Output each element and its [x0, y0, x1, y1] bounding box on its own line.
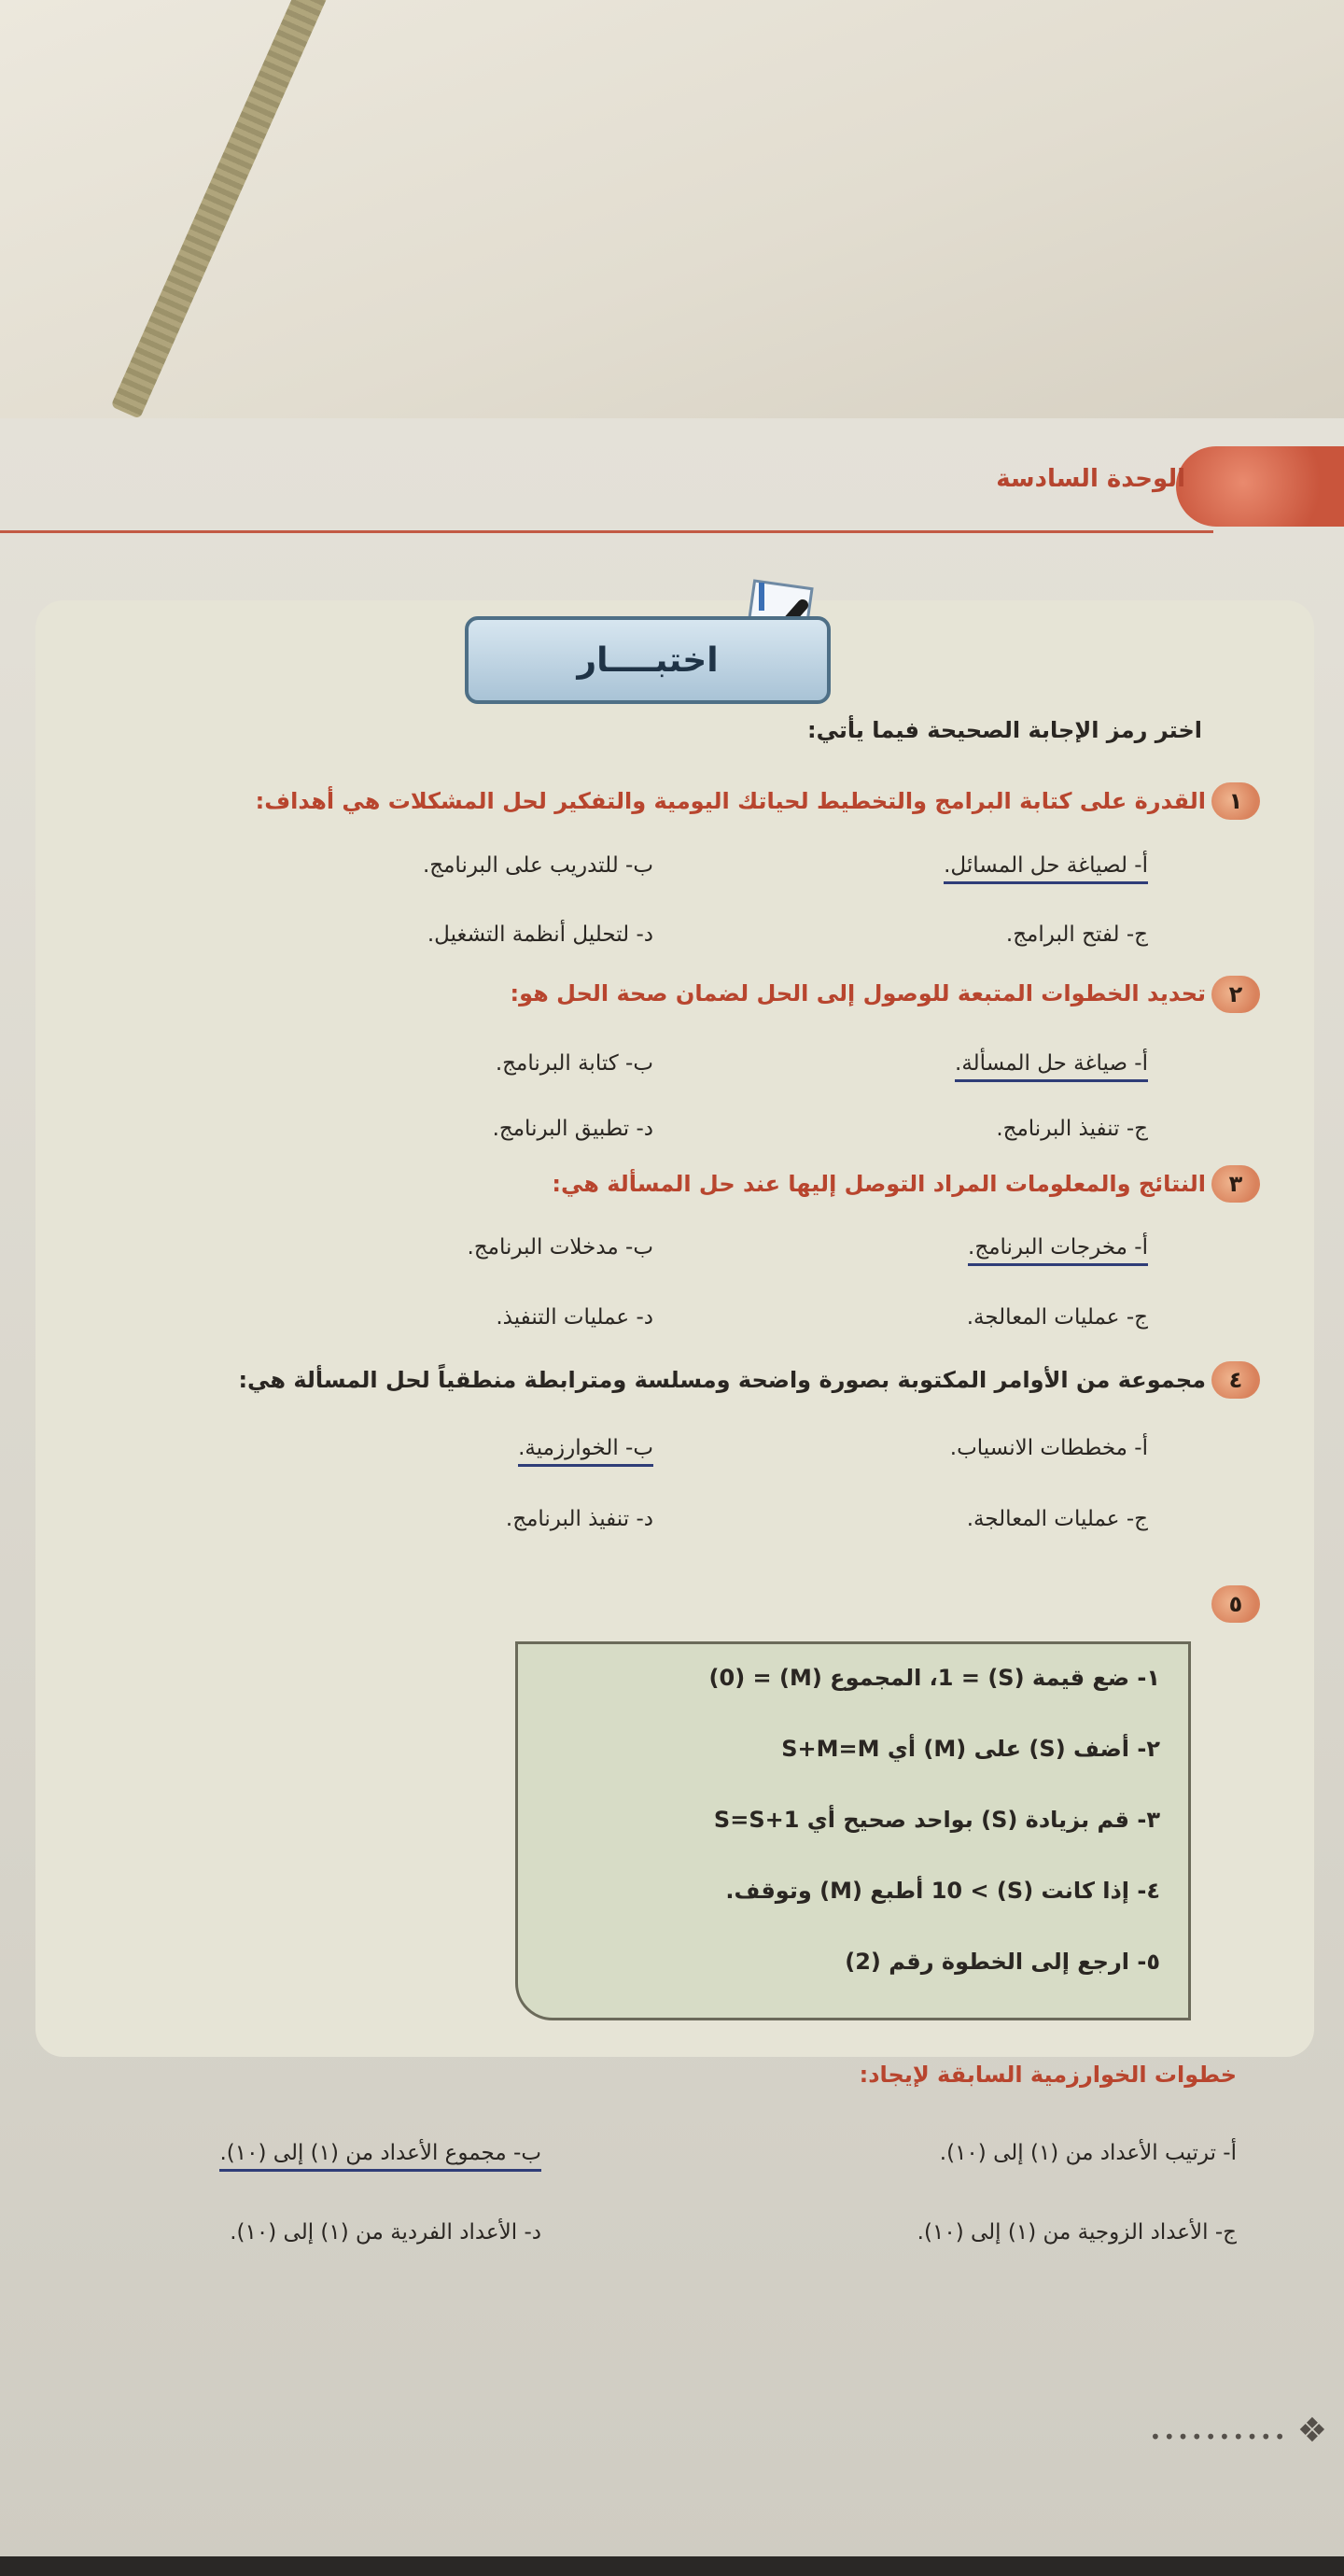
- question-number-2: ٢: [1211, 976, 1260, 1013]
- question-text-4: مجموعة من الأوامر المكتوبة بصورة واضحة ومسلسة ومترابطة منطقياً لحل المسألة هي:: [238, 1367, 1206, 1393]
- q2-option-a[interactable]: [955, 1051, 1148, 1076]
- q2-option-a-label: أ- صياغة حل المسألة.: [955, 1051, 1148, 1082]
- algorithm-step-1: ١- ضع قيمة (S) = 1، المجموع (M) = (0): [708, 1665, 1160, 1691]
- q5-option-c[interactable]: ج- الأعداد الزوجية من (١) إلى (١٠).: [917, 2220, 1237, 2245]
- question-number-4: ٤: [1211, 1361, 1260, 1399]
- algorithm-step-2: ٢- أضف (S) على (M) أي S+M=M: [781, 1736, 1160, 1762]
- instruction: اختر رمز الإجابة الصحيحة فيما يأتي:: [807, 717, 1202, 743]
- q1-option-a-label: أ- لصياغة حل المسائل.: [944, 853, 1148, 884]
- footer-dots: ••••••••••: [1150, 2426, 1288, 2448]
- test-heading-box: [465, 616, 831, 704]
- algorithm-box: [515, 1641, 1191, 2020]
- q2-option-d[interactable]: د- تطبيق البرنامج.: [492, 1117, 653, 1141]
- q5-option-b[interactable]: [219, 2141, 541, 2165]
- question-text-5: خطوات الخوارزمية السابقة لإيجاد:: [859, 2062, 1237, 2088]
- q4-option-c[interactable]: ج- عمليات المعالجة.: [966, 1507, 1148, 1531]
- algorithm-step-5: ٥- ارجع إلى الخطوة رقم (2): [845, 1949, 1160, 1975]
- question-number-5: ٥: [1211, 1585, 1260, 1623]
- book-page: [0, 418, 1344, 2576]
- question-number-1: ١: [1211, 782, 1260, 820]
- q4-option-b[interactable]: [518, 1436, 653, 1460]
- q5-option-a[interactable]: أ- ترتيب الأعداد من (١) إلى (١٠).: [939, 2141, 1237, 2165]
- q4-option-b-label: ب- الخوارزمية.: [518, 1436, 653, 1467]
- page-bottom-edge: [0, 2556, 1344, 2576]
- q3-option-d[interactable]: د- عمليات التنفيذ.: [496, 1305, 653, 1330]
- unit-tab: [1176, 446, 1344, 527]
- q2-option-c[interactable]: ج- تنفيذ البرنامج.: [996, 1117, 1148, 1141]
- q4-option-a[interactable]: أ- مخططات الانسياب.: [949, 1436, 1148, 1460]
- q3-option-c[interactable]: ج- عمليات المعالجة.: [966, 1305, 1148, 1330]
- q1-option-c[interactable]: ج- لفتح البرامج.: [1005, 922, 1148, 947]
- unit-title: الوحدة السادسة: [996, 465, 1185, 493]
- q5-option-b-label: ب- مجموع الأعداد من (١) إلى (١٠).: [219, 2141, 541, 2172]
- q3-option-b[interactable]: ب- مدخلات البرنامج.: [467, 1235, 653, 1260]
- question-text-2: تحديد الخطوات المتبعة للوصول إلى الحل لضمان صحة الحل هو:: [510, 980, 1206, 1006]
- q1-option-b[interactable]: ب- للتدريب على البرنامج.: [422, 853, 653, 878]
- pencil: [110, 0, 337, 419]
- q3-option-a-label: أ- مخرجات البرنامج.: [968, 1235, 1148, 1266]
- question-text-1: القدرة على كتابة البرامج والتخطيط لحياتك اليومية والتفكير لحل المشكلات هي أهداف:: [255, 788, 1206, 814]
- q2-option-b[interactable]: ب- كتابة البرنامج.: [495, 1051, 653, 1076]
- q1-option-a[interactable]: [944, 853, 1148, 878]
- page-corner-icon: ❖: [1296, 2412, 1327, 2450]
- question-number-3: ٣: [1211, 1165, 1260, 1203]
- algorithm-step-4: ٤- إذا كانت (S) > 10 أطبع (M) وتوقف.: [725, 1878, 1160, 1904]
- q3-option-a[interactable]: [968, 1235, 1148, 1260]
- algorithm-step-3: ٣- قم بزيادة (S) بواحد صحيح أي 1+S=S: [713, 1807, 1160, 1833]
- q4-option-d[interactable]: د- تنفيذ البرنامج.: [505, 1507, 653, 1531]
- q5-option-d[interactable]: د- الأعداد الفردية من (١) إلى (١٠).: [230, 2220, 541, 2245]
- header-divider: [0, 530, 1213, 533]
- question-text-3: النتائج والمعلومات المراد التوصل إليها عند حل المسألة هي:: [552, 1171, 1206, 1197]
- test-heading: اختبــــار: [577, 640, 719, 680]
- desk-background: [0, 0, 1344, 439]
- q1-option-d[interactable]: د- لتحليل أنظمة التشغيل.: [427, 922, 653, 947]
